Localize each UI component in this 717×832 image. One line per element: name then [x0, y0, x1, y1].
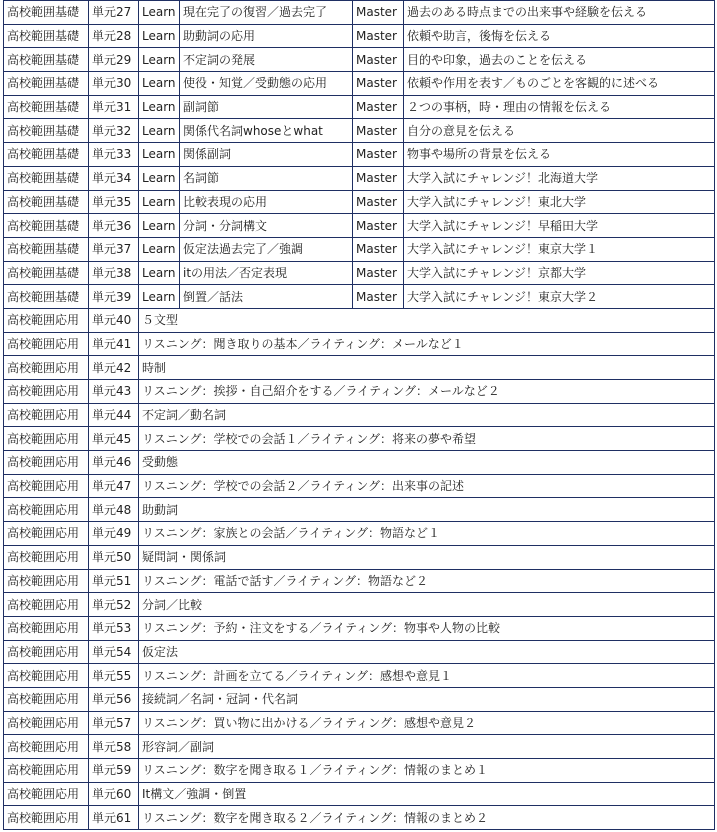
learn-topic-cell: 名詞節 [180, 166, 353, 190]
master-topic-cell: 大学入試にチャレンジ！京都大学 [404, 261, 715, 285]
master-topic-cell: 大学入試にチャレンジ！東京大学２ [404, 285, 715, 309]
course-cell: 高校範囲応用 [4, 522, 89, 546]
topic-cell: 不定詞／動名詞 [139, 403, 715, 427]
table-row [4, 474, 715, 498]
table-row [4, 522, 715, 546]
table-row [4, 285, 715, 309]
unit-cell: 単元29 [89, 48, 139, 72]
unit-cell: 単元34 [89, 166, 139, 190]
table-row [4, 687, 715, 711]
table-row [4, 664, 715, 688]
table-row [4, 569, 715, 593]
table-row [4, 806, 715, 830]
master-topic-cell: 過去のある時点までの出来事や経験を伝える [404, 1, 715, 25]
unit-cell: 単元38 [89, 261, 139, 285]
topic-cell: リスニング：電話で話す／ライティング：物語など２ [139, 569, 715, 593]
learn-topic-cell: 助動詞の応用 [180, 24, 353, 48]
course-cell: 高校範囲応用 [4, 593, 89, 617]
master-topic-cell: 自分の意見を伝える [404, 119, 715, 143]
curriculum-table-body [4, 1, 715, 830]
unit-cell: 単元30 [89, 72, 139, 96]
unit-cell: 単元48 [89, 498, 139, 522]
learn-topic-cell: itの用法／否定表現 [180, 261, 353, 285]
topic-cell: リスニング：数字を聞き取る２／ライティング：情報のまとめ２ [139, 806, 715, 830]
course-cell: 高校範囲基礎 [4, 119, 89, 143]
unit-cell: 単元52 [89, 593, 139, 617]
master-topic-cell: 依頼や作用を表す／ものごとを客観的に述べる [404, 72, 715, 96]
table-row [4, 593, 715, 617]
learn-topic-cell: 副詞節 [180, 95, 353, 119]
course-cell: 高校範囲応用 [4, 806, 89, 830]
course-cell: 高校範囲応用 [4, 498, 89, 522]
unit-cell: 単元47 [89, 474, 139, 498]
learn-label-cell: Learn [139, 214, 180, 238]
topic-cell: リスニング：予約・注文をする／ライティング：物事や人物の比較 [139, 616, 715, 640]
curriculum-table [3, 0, 715, 830]
table-row [4, 332, 715, 356]
course-cell: 高校範囲基礎 [4, 214, 89, 238]
table-row [4, 427, 715, 451]
course-cell: 高校範囲応用 [4, 759, 89, 783]
table-row [4, 1, 715, 25]
master-topic-cell: 依頼や助言，後悔を伝える [404, 24, 715, 48]
master-topic-cell: 大学入試にチャレンジ！早稲田大学 [404, 214, 715, 238]
table-row [4, 190, 715, 214]
course-cell: 高校範囲応用 [4, 664, 89, 688]
learn-topic-cell: 仮定法過去完了／強調 [180, 237, 353, 261]
master-topic-cell: 大学入試にチャレンジ！東北大学 [404, 190, 715, 214]
topic-cell: 疑問詞・関係詞 [139, 545, 715, 569]
course-cell: 高校範囲応用 [4, 687, 89, 711]
table-row [4, 356, 715, 380]
table-row [4, 48, 715, 72]
learn-label-cell: Learn [139, 72, 180, 96]
topic-cell: リスニング：数字を聞き取る１／ライティング：情報のまとめ１ [139, 759, 715, 783]
course-cell: 高校範囲応用 [4, 380, 89, 404]
topic-cell: 接続詞／名詞・冠詞・代名詞 [139, 687, 715, 711]
table-row [4, 261, 715, 285]
unit-cell: 単元51 [89, 569, 139, 593]
learn-topic-cell: 関係副詞 [180, 143, 353, 167]
unit-cell: 単元35 [89, 190, 139, 214]
master-label-cell: Master [353, 72, 404, 96]
learn-label-cell: Learn [139, 190, 180, 214]
unit-cell: 単元60 [89, 782, 139, 806]
unit-cell: 単元50 [89, 545, 139, 569]
unit-cell: 単元43 [89, 380, 139, 404]
course-cell: 高校範囲応用 [4, 782, 89, 806]
master-label-cell: Master [353, 1, 404, 25]
unit-cell: 単元36 [89, 214, 139, 238]
table-row [4, 451, 715, 475]
course-cell: 高校範囲応用 [4, 427, 89, 451]
learn-topic-cell: 不定詞の発展 [180, 48, 353, 72]
learn-label-cell: Learn [139, 95, 180, 119]
unit-cell: 単元39 [89, 285, 139, 309]
unit-cell: 単元27 [89, 1, 139, 25]
course-cell: 高校範囲基礎 [4, 143, 89, 167]
course-cell: 高校範囲応用 [4, 711, 89, 735]
topic-cell: 受動態 [139, 451, 715, 475]
master-label-cell: Master [353, 48, 404, 72]
learn-label-cell: Learn [139, 285, 180, 309]
table-row [4, 782, 715, 806]
learn-label-cell: Learn [139, 24, 180, 48]
table-row [4, 95, 715, 119]
course-cell: 高校範囲応用 [4, 332, 89, 356]
topic-cell: 仮定法 [139, 640, 715, 664]
course-cell: 高校範囲応用 [4, 308, 89, 332]
course-cell: 高校範囲基礎 [4, 237, 89, 261]
table-row [4, 24, 715, 48]
table-row [4, 759, 715, 783]
unit-cell: 単元55 [89, 664, 139, 688]
course-cell: 高校範囲応用 [4, 616, 89, 640]
topic-cell: リスニング：学校での会話２／ライティング：出来事の記述 [139, 474, 715, 498]
topic-cell: ５文型 [139, 308, 715, 332]
table-row [4, 403, 715, 427]
table-row [4, 545, 715, 569]
table-row [4, 237, 715, 261]
master-label-cell: Master [353, 190, 404, 214]
table-row [4, 498, 715, 522]
course-cell: 高校範囲応用 [4, 451, 89, 475]
learn-label-cell: Learn [139, 1, 180, 25]
course-cell: 高校範囲基礎 [4, 261, 89, 285]
learn-label-cell: Learn [139, 143, 180, 167]
master-label-cell: Master [353, 214, 404, 238]
topic-cell: 時制 [139, 356, 715, 380]
table-row [4, 616, 715, 640]
table-row [4, 119, 715, 143]
course-cell: 高校範囲基礎 [4, 166, 89, 190]
master-topic-cell: 物事や場所の背景を伝える [404, 143, 715, 167]
topic-cell: リスニング：買い物に出かける／ライティング：感想や意見２ [139, 711, 715, 735]
master-label-cell: Master [353, 119, 404, 143]
unit-cell: 単元53 [89, 616, 139, 640]
topic-cell: リスニング：計画を立てる／ライティング：感想や意見１ [139, 664, 715, 688]
course-cell: 高校範囲応用 [4, 569, 89, 593]
unit-cell: 単元57 [89, 711, 139, 735]
unit-cell: 単元42 [89, 356, 139, 380]
unit-cell: 単元59 [89, 759, 139, 783]
course-cell: 高校範囲応用 [4, 356, 89, 380]
learn-topic-cell: 分詞・分詞構文 [180, 214, 353, 238]
table-row [4, 640, 715, 664]
course-cell: 高校範囲基礎 [4, 1, 89, 25]
master-label-cell: Master [353, 261, 404, 285]
table-row [4, 72, 715, 96]
course-cell: 高校範囲基礎 [4, 190, 89, 214]
master-label-cell: Master [353, 166, 404, 190]
topic-cell: リスニング：聞き取りの基本／ライティング：メールなど１ [139, 332, 715, 356]
course-cell: 高校範囲応用 [4, 403, 89, 427]
course-cell: 高校範囲基礎 [4, 95, 89, 119]
table-row [4, 214, 715, 238]
learn-label-cell: Learn [139, 237, 180, 261]
learn-label-cell: Learn [139, 119, 180, 143]
table-row [4, 166, 715, 190]
master-topic-cell: 目的や印象，過去のことを伝える [404, 48, 715, 72]
learn-topic-cell: 使役・知覚／受動態の応用 [180, 72, 353, 96]
learn-topic-cell: 現在完了の復習／過去完了 [180, 1, 353, 25]
table-row [4, 735, 715, 759]
unit-cell: 単元37 [89, 237, 139, 261]
topic-cell: It構文／強調・倒置 [139, 782, 715, 806]
unit-cell: 単元45 [89, 427, 139, 451]
topic-cell: 助動詞 [139, 498, 715, 522]
course-cell: 高校範囲応用 [4, 640, 89, 664]
learn-label-cell: Learn [139, 261, 180, 285]
master-label-cell: Master [353, 237, 404, 261]
learn-topic-cell: 比較表現の応用 [180, 190, 353, 214]
learn-label-cell: Learn [139, 48, 180, 72]
course-cell: 高校範囲基礎 [4, 24, 89, 48]
unit-cell: 単元61 [89, 806, 139, 830]
course-cell: 高校範囲基礎 [4, 48, 89, 72]
unit-cell: 単元56 [89, 687, 139, 711]
unit-cell: 単元46 [89, 451, 139, 475]
unit-cell: 単元28 [89, 24, 139, 48]
topic-cell: リスニング：学校での会話１／ライティング：将来の夢や希望 [139, 427, 715, 451]
unit-cell: 単元31 [89, 95, 139, 119]
table-row [4, 308, 715, 332]
table-row [4, 380, 715, 404]
course-cell: 高校範囲基礎 [4, 285, 89, 309]
unit-cell: 単元41 [89, 332, 139, 356]
course-cell: 高校範囲応用 [4, 474, 89, 498]
master-topic-cell: ２つの事柄，時・理由の情報を伝える [404, 95, 715, 119]
unit-cell: 単元33 [89, 143, 139, 167]
topic-cell: リスニング：挨拶・自己紹介をする／ライティング：メールなど２ [139, 380, 715, 404]
unit-cell: 単元54 [89, 640, 139, 664]
table-row [4, 143, 715, 167]
master-topic-cell: 大学入試にチャレンジ！東京大学１ [404, 237, 715, 261]
unit-cell: 単元44 [89, 403, 139, 427]
master-label-cell: Master [353, 24, 404, 48]
master-label-cell: Master [353, 95, 404, 119]
table-row [4, 711, 715, 735]
master-label-cell: Master [353, 143, 404, 167]
learn-label-cell: Learn [139, 166, 180, 190]
unit-cell: 単元58 [89, 735, 139, 759]
topic-cell: 形容詞／副詞 [139, 735, 715, 759]
learn-topic-cell: 関係代名詞whoseとwhat [180, 119, 353, 143]
course-cell: 高校範囲応用 [4, 735, 89, 759]
course-cell: 高校範囲基礎 [4, 72, 89, 96]
topic-cell: 分詞／比較 [139, 593, 715, 617]
unit-cell: 単元32 [89, 119, 139, 143]
master-topic-cell: 大学入試にチャレンジ！北海道大学 [404, 166, 715, 190]
unit-cell: 単元40 [89, 308, 139, 332]
course-cell: 高校範囲応用 [4, 545, 89, 569]
topic-cell: リスニング：家族との会話／ライティング：物語など１ [139, 522, 715, 546]
unit-cell: 単元49 [89, 522, 139, 546]
learn-topic-cell: 倒置／話法 [180, 285, 353, 309]
master-label-cell: Master [353, 285, 404, 309]
